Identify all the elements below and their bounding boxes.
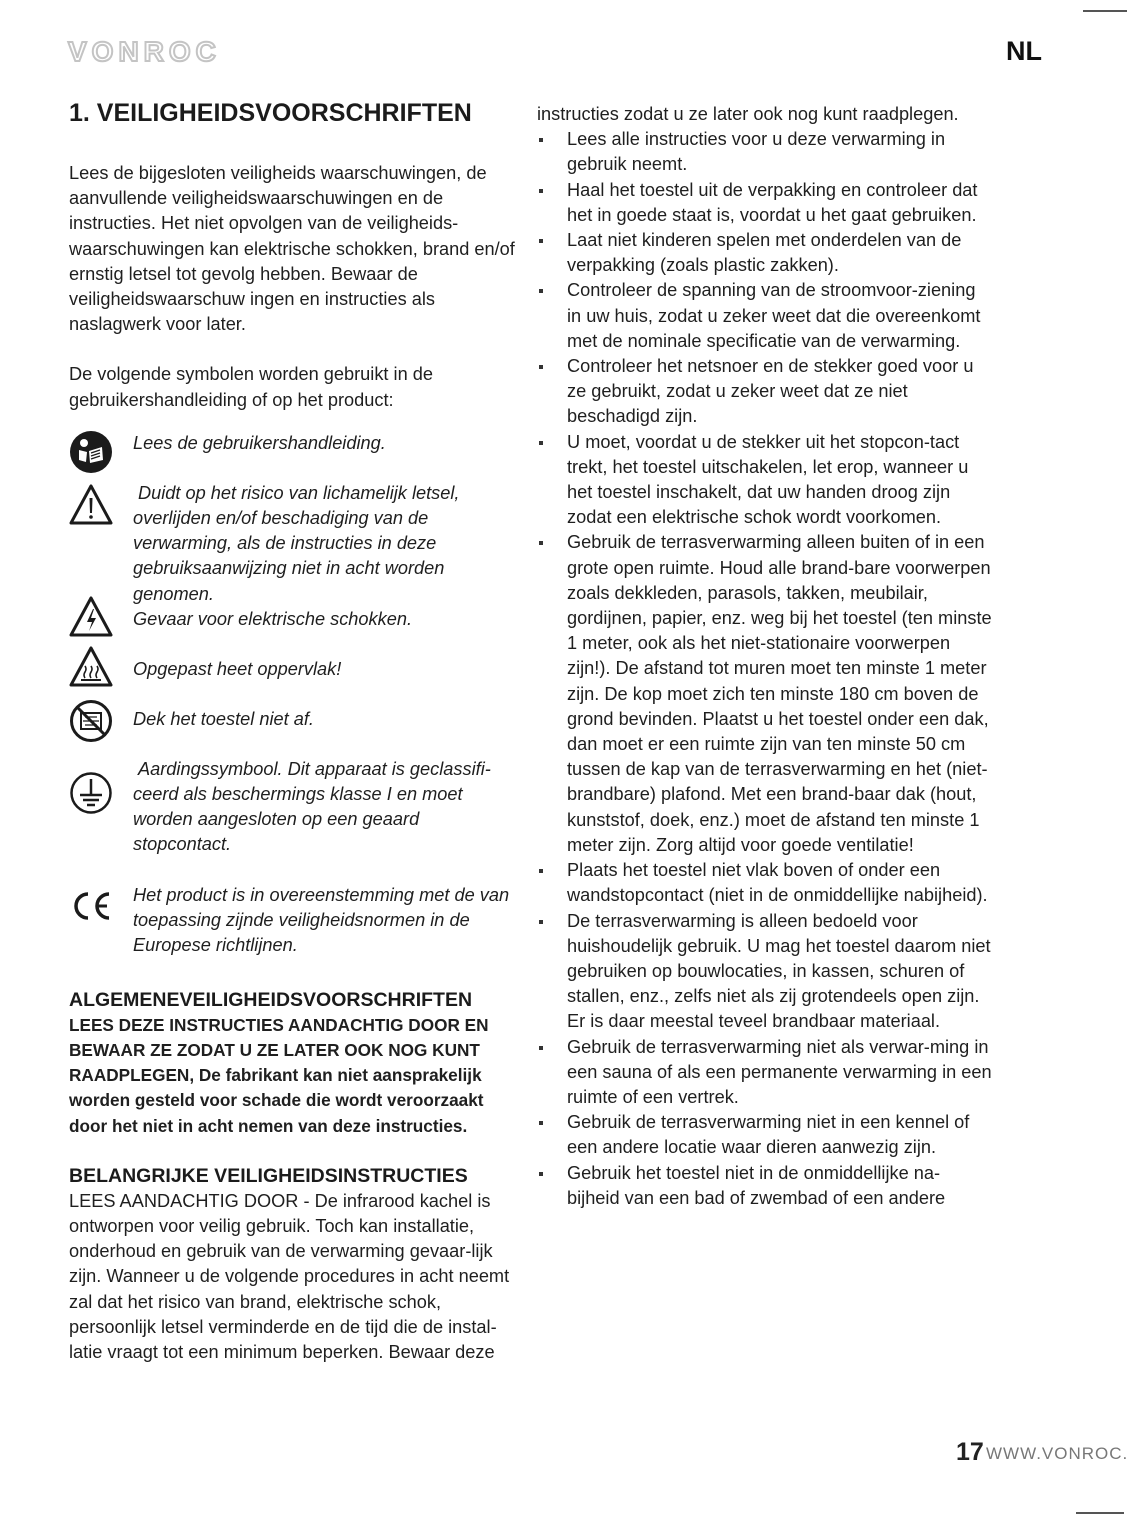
continuation-text: instructies zodat u ze later ook nog kunt raadplegen. bbox=[537, 104, 959, 124]
top-rule bbox=[1083, 10, 1127, 12]
symbol-hot-surface bbox=[69, 657, 519, 707]
website-url: WWW.VONROC. bbox=[986, 1444, 1129, 1463]
left-column bbox=[69, 96, 519, 1365]
list-item: Plaats het toestel niet vlak boven of onder een wandstopcontact (niet in de onmiddellijke nabijheid). bbox=[537, 858, 992, 908]
symbols-intro: De volgende symbolen worden gebruikt in de gebruikershandleiding of op het product: bbox=[69, 364, 433, 410]
list-item: U moet, voordat u de stekker uit het stopcon-tact trekt, het toestel uitschakelen, let erop, wanneer u het toestel inschakelt, dat uw handen droog zijn zodat een elektrische schok wordt voorkomen. bbox=[537, 430, 992, 531]
list-item: Controleer het netsnoer en de stekker goed voor u ze gebruikt, zodat u zeker weet dat ze niet beschadigd zijn. bbox=[537, 354, 992, 430]
general-safety-title: ALGEMENEVEILIGHEIDSVOORSCHRIFTEN bbox=[69, 988, 473, 1011]
brand-logo: VONROC bbox=[68, 36, 221, 67]
symbol-text: Dek het toestel niet af. bbox=[133, 708, 314, 729]
section-title: 1. VEILIGHEIDSVOORSCHRIFTEN bbox=[69, 99, 472, 127]
symbol-text: Gevaar voor elektrische schokken. bbox=[133, 608, 413, 629]
list-item: Gebruik de terrasverwarming niet als verwar-ming in een sauna of als een permanente verwarming in een ruimte of een vertrek. bbox=[537, 1035, 992, 1111]
important-instructions-text: LEES AANDACHTIG DOOR - De infrarood kachel is ontworpen voor veilig gebruik. Toch kan installatie, onderhoud en gebruik van de verwarming gevaar-lijk zijn. Wanneer u de volgende procedures in acht neemt zal dat het risico van brand, elektrische schok, persoonlijk letsel verminderde en de tijd die de instal-latie vraagt tot een minimum beperken. Bewaar deze bbox=[69, 1190, 510, 1363]
do-not-cover-icon bbox=[69, 699, 113, 743]
symbol-text: Het product is in overeenstemming met de van toepassing zijnde veiligheidsnormen in de Europese richtlijnen. bbox=[133, 884, 510, 956]
earth-ground-icon bbox=[69, 771, 113, 815]
warning-triangle-icon bbox=[69, 483, 113, 527]
symbol-warning bbox=[69, 481, 519, 607]
important-instructions-title: BELANGRIJKE VEILIGHEIDSINSTRUCTIES bbox=[69, 1164, 468, 1187]
list-item: Gebruik het toestel niet in de onmiddellijke na-bijheid van een bad of zwembad of een andere bbox=[537, 1161, 992, 1211]
intro-paragraph: Lees de bijgesloten veiligheids waarschuwingen, de aanvullende veiligheidswaarschuwingen en de instructies. Het niet opvolgen van de veiligheids-waarschuwingen kan elektrische schokken, brand en/of ernstig letsel tot gevolg hebben. Bewaar de veiligheidswaarschuw ingen en instructies als naslagwerk voor later. bbox=[69, 163, 515, 335]
list-item: Lees alle instructies voor u deze verwarming in gebruik neemt. bbox=[537, 127, 992, 177]
list-item: Laat niet kinderen spelen met onderdelen van de verpakking (zoals plastic zakken). bbox=[537, 228, 992, 278]
read-manual-icon bbox=[69, 430, 113, 474]
list-item: Gebruik de terrasverwarming alleen buiten of in een grote open ruimte. Houd alle brand-bare voorwerpen zoals dekkleden, parasols, takken, meubilair, gordijnen, papier, enz. weg bij het toestel (ten minste 1 meter, ook als het niet-stationaire voorwerpen zijn!). De afstand tot muren moet ten minste 1 meter zijn. De kop moet zich ten minste 180 cm boven de grond bevinden. Plaatst u het toestel onder een dak, dan moet er een ruimte zijn van ten minste 50 cm tussen de kap van de terrasverwarming en het (niet-brandbare) plafond. Met een brand-baar dak (hout, kunststof, doek, enz.) moet de afstand ten minste 1 meter zijn. Zorg altijd voor goede ventilatie! bbox=[537, 530, 992, 858]
symbol-do-not-cover bbox=[69, 707, 519, 757]
page-number: 17 bbox=[956, 1438, 984, 1466]
list-item: Controleer de spanning van de stroomvoor-ziening in uw huis, zodat u zeker weet dat die overeenkomt met de nominale specificatie van de verwarming. bbox=[537, 278, 992, 354]
safety-bullet-list bbox=[537, 127, 992, 1211]
symbol-ce-mark bbox=[69, 883, 519, 988]
symbol-text: Aardingssymbool. Dit apparaat is geclassifi-ceerd als beschermings klasse I en moet worden aangesloten op een geaard stopcontact. bbox=[133, 758, 491, 855]
symbol-read-manual bbox=[69, 431, 519, 481]
list-item: Gebruik de terrasverwarming niet in een kennel of een andere locatie waar dieren aanwezig zijn. bbox=[537, 1110, 992, 1160]
language-code: NL bbox=[1006, 36, 1042, 66]
list-item: Haal het toestel uit de verpakking en controleer dat het in goede staat is, voordat u het gaat gebruiken. bbox=[537, 178, 992, 228]
bottom-rule bbox=[1076, 1512, 1124, 1514]
right-column bbox=[537, 102, 992, 1211]
list-item: De terrasverwarming is alleen bedoeld voor huishoudelijk gebruik. U mag het toestel daarom niet gebruiken op bouwlocaties, in kassen, schuren of stallen, enz., zelfs niet als zij grotendeels open zijn. Er is daar meestal teveel brandbaar materiaal. bbox=[537, 909, 992, 1035]
general-safety-text: LEES DEZE INSTRUCTIES AANDACHTIG DOOR EN BEWAAR ZE ZODAT U ZE LATER OOK NOG KUNT RAADPLEGEN, De fabrikant kan niet aansprakelijk worden gesteld voor schade die wordt veroorzaakt door het niet in acht nemen van deze instructies. bbox=[69, 1014, 489, 1136]
symbol-text: Opgepast heet oppervlak! bbox=[133, 658, 342, 679]
electric-shock-icon bbox=[69, 595, 113, 639]
symbol-electric-shock bbox=[69, 607, 519, 657]
hot-surface-icon bbox=[69, 645, 113, 689]
symbol-text: Duidt op het risico van lichamelijk letsel, overlijden en/of beschadiging van de verwarming, als de instructies in deze gebruiksaanwijzing niet in acht worden genomen. bbox=[133, 482, 460, 604]
ce-mark-icon bbox=[69, 885, 113, 929]
symbol-earth-ground bbox=[69, 757, 519, 883]
symbol-text: Lees de gebruikershandleiding. bbox=[133, 432, 386, 453]
